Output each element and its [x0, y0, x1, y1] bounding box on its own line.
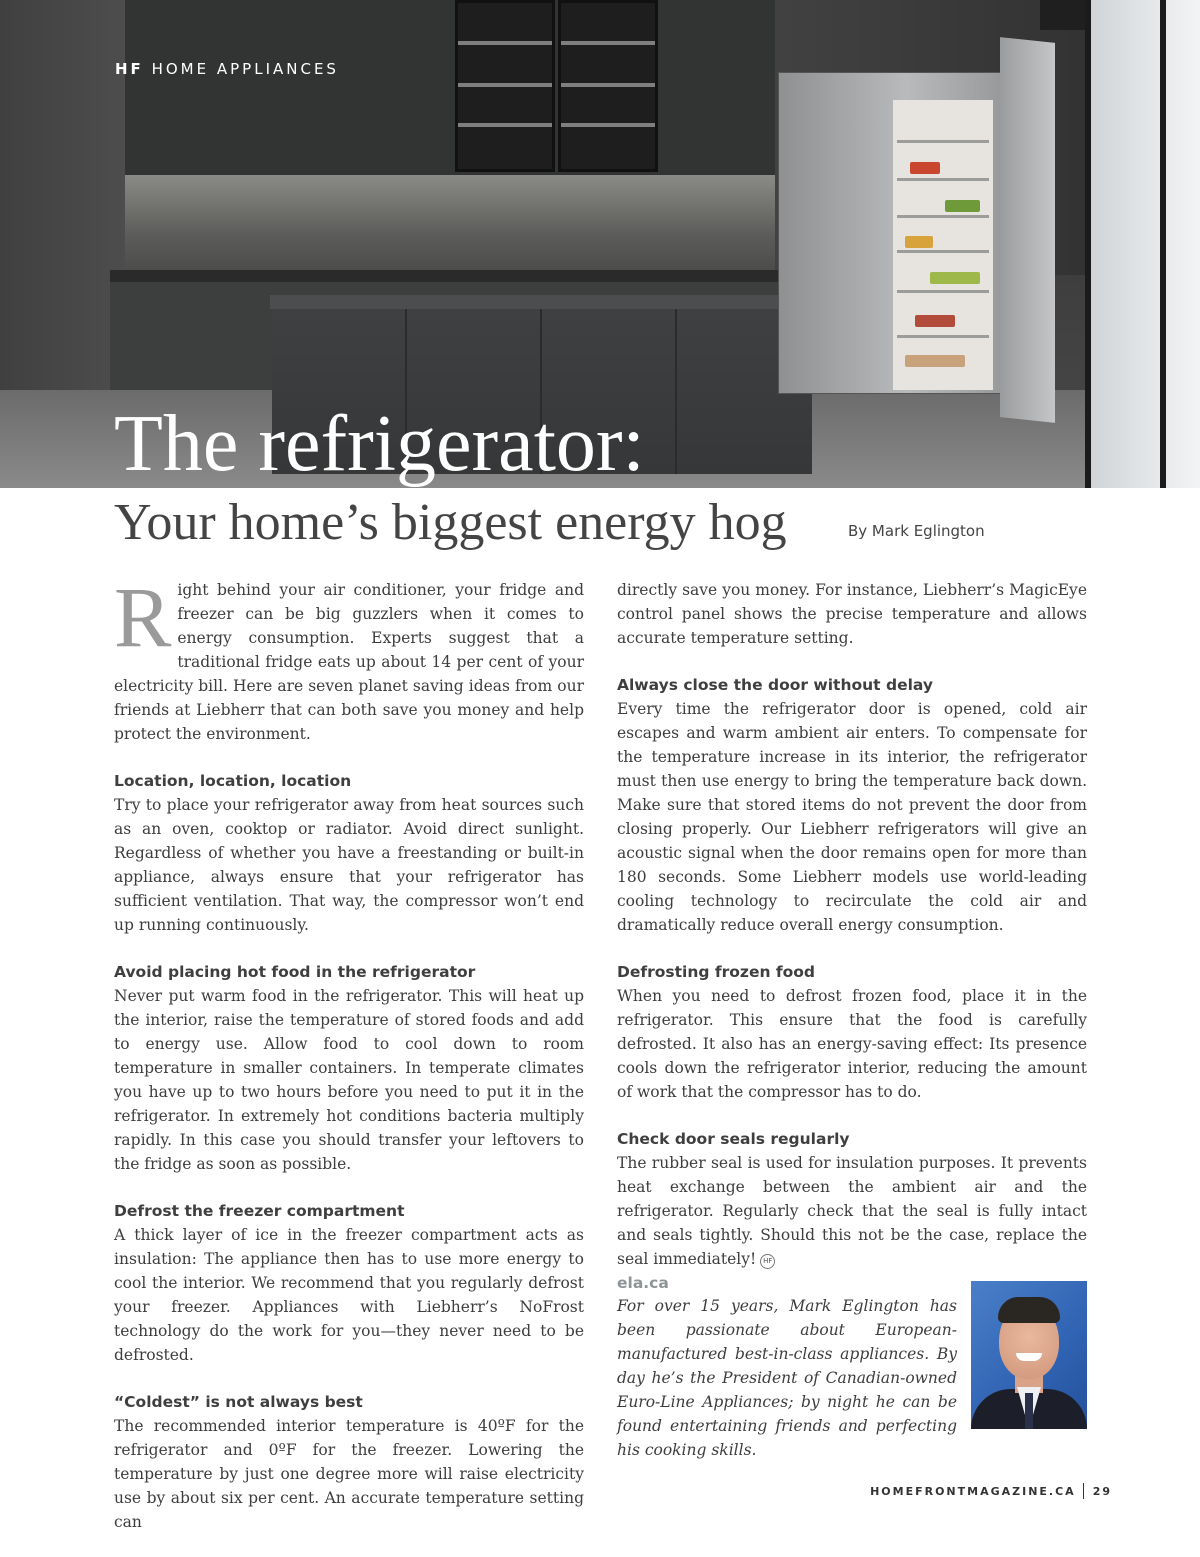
article-column-right — [617, 578, 1087, 1295]
intro-text: ight behind your air conditioner, your fridge and freezer can be big guzzlers when it comes to energy consumption. Experts suggest that a traditional fridge eats up about 14 per cent of your electricity bill. Here are seven planet saving ideas from our friends at Liebherr that can both save you money and help protect the environment. — [114, 581, 584, 743]
section-heading: Defrost the freezer compartment — [114, 1202, 405, 1220]
section-body: Try to place your refrigerator away from heat sources such as an oven, cooktop or radiator. Avoid direct sunlight. Regardless of whether you have a freestanding or built-in appliance, always ensure that your refrigerator has sufficient ventilation. That way, the compressor won’t end up running continuously. — [114, 796, 584, 934]
byline: By Mark Eglington — [848, 522, 985, 540]
section-body: Every time the refrigerator door is opened, cold air escapes and warm ambient air enters. To compensate for the temperature increase in its interior, the refrigerator must then use energy to bring the temperature back down. Make sure that stored items do not prevent the door from closing properly. Our Liebherr refrigerators will give an acoustic signal when the door remains open for more than 180 seconds. Some Liebherr models use world-leading cooling technology to recirculate the cold air and dramatically reduce overall energy consumption. — [617, 700, 1087, 934]
drop-cap: R — [114, 569, 172, 665]
section-name: HOME APPLIANCES — [151, 60, 339, 78]
subhead: Your home’s biggest energy hog — [114, 494, 787, 551]
website-link[interactable]: ela.ca — [617, 1274, 669, 1292]
intro-paragraph — [114, 569, 584, 746]
section-heading: Check door seals regularly — [617, 1130, 850, 1148]
end-mark-icon: HF — [760, 1254, 775, 1269]
footer-site: HOMEFRONTMAGAZINE.CA — [870, 1485, 1076, 1498]
section-body: A thick layer of ice in the freezer compartment acts as insulation: The appliance then has to use more energy to cool the interior. We recommend that you regularly defrost your freezer. Appliances with Liebherr’s NoFrost technology do the work for you—they never need to be defrosted. — [114, 1226, 584, 1364]
section-body: The recommended interior temperature is 40ºF for the refrigerator and 0ºF for the freezer. Lowering the temperature by just one degree more will raise electricity use by about six per cent. An accurate temperature setting can — [114, 1417, 584, 1531]
section-heading: Avoid placing hot food in the refrigerator — [114, 963, 476, 981]
page-footer — [870, 1483, 1112, 1499]
section-body-text: The rubber seal is used for insulation purposes. It prevents heat exchange between the ambient air and the refrigerator. Regularly check that the seal is fully intact and seals tightly. Should this not be the case, replace the seal immediately! — [617, 1154, 1087, 1268]
section-body: Never put warm food in the refrigerator. This will heat up the interior, raise the temperature of stored foods and add to energy use. Allow food to cool down to room temperature in smaller containers. In temperate climates you have up to two hours before you need to put it in the refrigerator. In extremely hot conditions bacteria multiply rapidly. In this case you should transfer your leftovers to the fridge as soon as possible. — [114, 987, 584, 1173]
author-portrait — [971, 1281, 1087, 1429]
section-body-last — [617, 1151, 1087, 1271]
footer-divider — [1083, 1483, 1084, 1499]
continuation-paragraph: directly save you money. For instance, Liebherr’s MagicEye control panel shows the precise temperature and allows accurate temperature setting. — [617, 581, 1087, 647]
headline: The refrigerator: — [114, 400, 645, 488]
page-number: 29 — [1092, 1485, 1112, 1498]
article-column-left — [114, 569, 584, 1534]
section-heading: Location, location, location — [114, 772, 352, 790]
section-heading: Always close the door without delay — [617, 676, 933, 694]
author-bio: For over 15 years, Mark Eglington has been passionate about European-manufactured best-in-class appliances. By day he’s the President of Canadian-owned Euro-Line Appliances; by night he can be found entertaining friends and perfecting his cooking skills. — [617, 1297, 957, 1459]
section-kicker — [115, 60, 339, 78]
section-body: When you need to defrost frozen food, place it in the refrigerator. This ensure that the food is carefully defrosted. It also has an energy-saving effect: Its presence cools down the refrigerator interior, reducing the amount of work that the compressor has to do. — [617, 987, 1087, 1101]
section-brand: HF — [115, 60, 144, 78]
section-heading: Defrosting frozen food — [617, 963, 816, 981]
section-heading: “Coldest” is not always best — [114, 1393, 363, 1411]
